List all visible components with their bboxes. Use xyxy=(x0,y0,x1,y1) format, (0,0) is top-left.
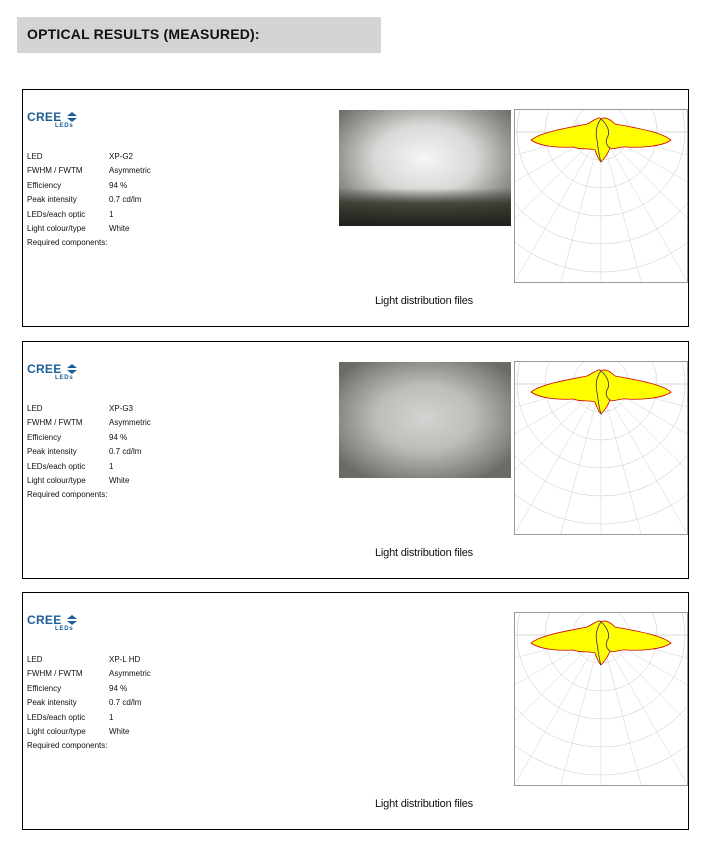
polar-grid-spoke xyxy=(515,384,601,504)
cree-mark-icon xyxy=(66,111,78,123)
spec-value: White xyxy=(109,726,130,736)
spec-label: Required components: xyxy=(27,238,108,248)
spec-value: White xyxy=(109,475,130,485)
beam-photo xyxy=(339,362,511,478)
spec-value: 1 xyxy=(109,461,114,471)
spec-value: 94 % xyxy=(109,683,128,693)
polar-grid-spoke xyxy=(601,384,687,504)
polar-grid-spoke xyxy=(515,635,601,755)
spec-label: Efficiency xyxy=(27,683,62,693)
spec-label: LEDs/each optic xyxy=(27,461,86,471)
spec-value: Asymmetric xyxy=(109,166,151,176)
optic-result-card xyxy=(22,341,689,579)
spec-label: Efficiency xyxy=(27,432,62,442)
spec-label: FWHM / FWTM xyxy=(27,418,83,428)
spec-label: LED xyxy=(27,655,43,664)
spec-label: LED xyxy=(27,152,43,161)
spec-label: Peak intensity xyxy=(27,447,77,457)
spec-value: 0.7 cd/lm xyxy=(109,698,142,708)
polar-grid-spoke xyxy=(601,132,686,279)
spec-label: FWHM / FWTM xyxy=(27,166,83,176)
polar-distribution-diagram xyxy=(514,109,688,283)
section-title: OPTICAL RESULTS (MEASURED): xyxy=(27,26,260,42)
polar-grid-spoke xyxy=(516,384,601,531)
spec-label: Required components: xyxy=(27,490,108,500)
spec-value: Asymmetric xyxy=(109,669,151,679)
polar-grid-spoke xyxy=(516,635,601,782)
light-distribution-files-link[interactable]: Light distribution files xyxy=(375,295,473,307)
polar-distribution-diagram xyxy=(514,361,688,535)
brand-sub: LEDs xyxy=(55,123,74,129)
spec-label: Peak intensity xyxy=(27,698,77,708)
polar-grid-spoke xyxy=(601,635,687,755)
cree-mark-icon xyxy=(66,614,78,626)
spec-value: 0.7 cd/lm xyxy=(109,447,142,457)
distribution-curve xyxy=(531,370,671,414)
optic-result-card xyxy=(22,592,689,830)
optic-result-card xyxy=(22,89,689,327)
spec-label: Light colour/type xyxy=(27,223,86,233)
cree-logo xyxy=(27,613,87,637)
light-distribution-files-link[interactable]: Light distribution files xyxy=(375,547,473,559)
cree-mark-icon xyxy=(66,363,78,375)
brand-name: CREE xyxy=(27,362,62,376)
distribution-curve xyxy=(531,118,671,162)
brand-name: CREE xyxy=(27,110,62,124)
spec-value: 1 xyxy=(109,209,114,219)
polar-grid-spoke xyxy=(516,132,601,279)
spec-value: Asymmetric xyxy=(109,418,151,428)
polar-distribution-diagram xyxy=(514,612,688,786)
polar-grid-spoke xyxy=(515,132,601,252)
spec-label: LEDs/each optic xyxy=(27,712,86,722)
light-distribution-files-link[interactable]: Light distribution files xyxy=(375,798,473,810)
cree-logo xyxy=(27,110,87,134)
cree-logo xyxy=(27,362,87,386)
spec-value: 0.7 cd/lm xyxy=(109,195,142,205)
spec-label: LEDs/each optic xyxy=(27,209,86,219)
spec-value: XP-L HD xyxy=(109,655,141,664)
polar-grid-spoke xyxy=(601,635,686,782)
spec-value: White xyxy=(109,223,130,233)
spec-label: FWHM / FWTM xyxy=(27,669,83,679)
spec-value: XP-G3 xyxy=(109,404,134,413)
brand-sub: LEDs xyxy=(55,626,74,632)
spec-label: Light colour/type xyxy=(27,726,86,736)
spec-label: Light colour/type xyxy=(27,475,86,485)
polar-grid-spoke xyxy=(601,384,686,531)
spec-label: Peak intensity xyxy=(27,195,77,205)
beam-photo xyxy=(339,110,511,226)
spec-label: LED xyxy=(27,404,43,413)
distribution-curve xyxy=(531,621,671,665)
brand-sub: LEDs xyxy=(55,375,74,381)
spec-value: 1 xyxy=(109,712,114,722)
polar-grid-spoke xyxy=(601,132,687,252)
spec-value: XP-G2 xyxy=(109,152,134,161)
spec-label: Required components: xyxy=(27,741,108,751)
spec-label: Efficiency xyxy=(27,180,62,190)
brand-name: CREE xyxy=(27,613,62,627)
spec-value: 94 % xyxy=(109,432,128,442)
spec-value: 94 % xyxy=(109,180,128,190)
